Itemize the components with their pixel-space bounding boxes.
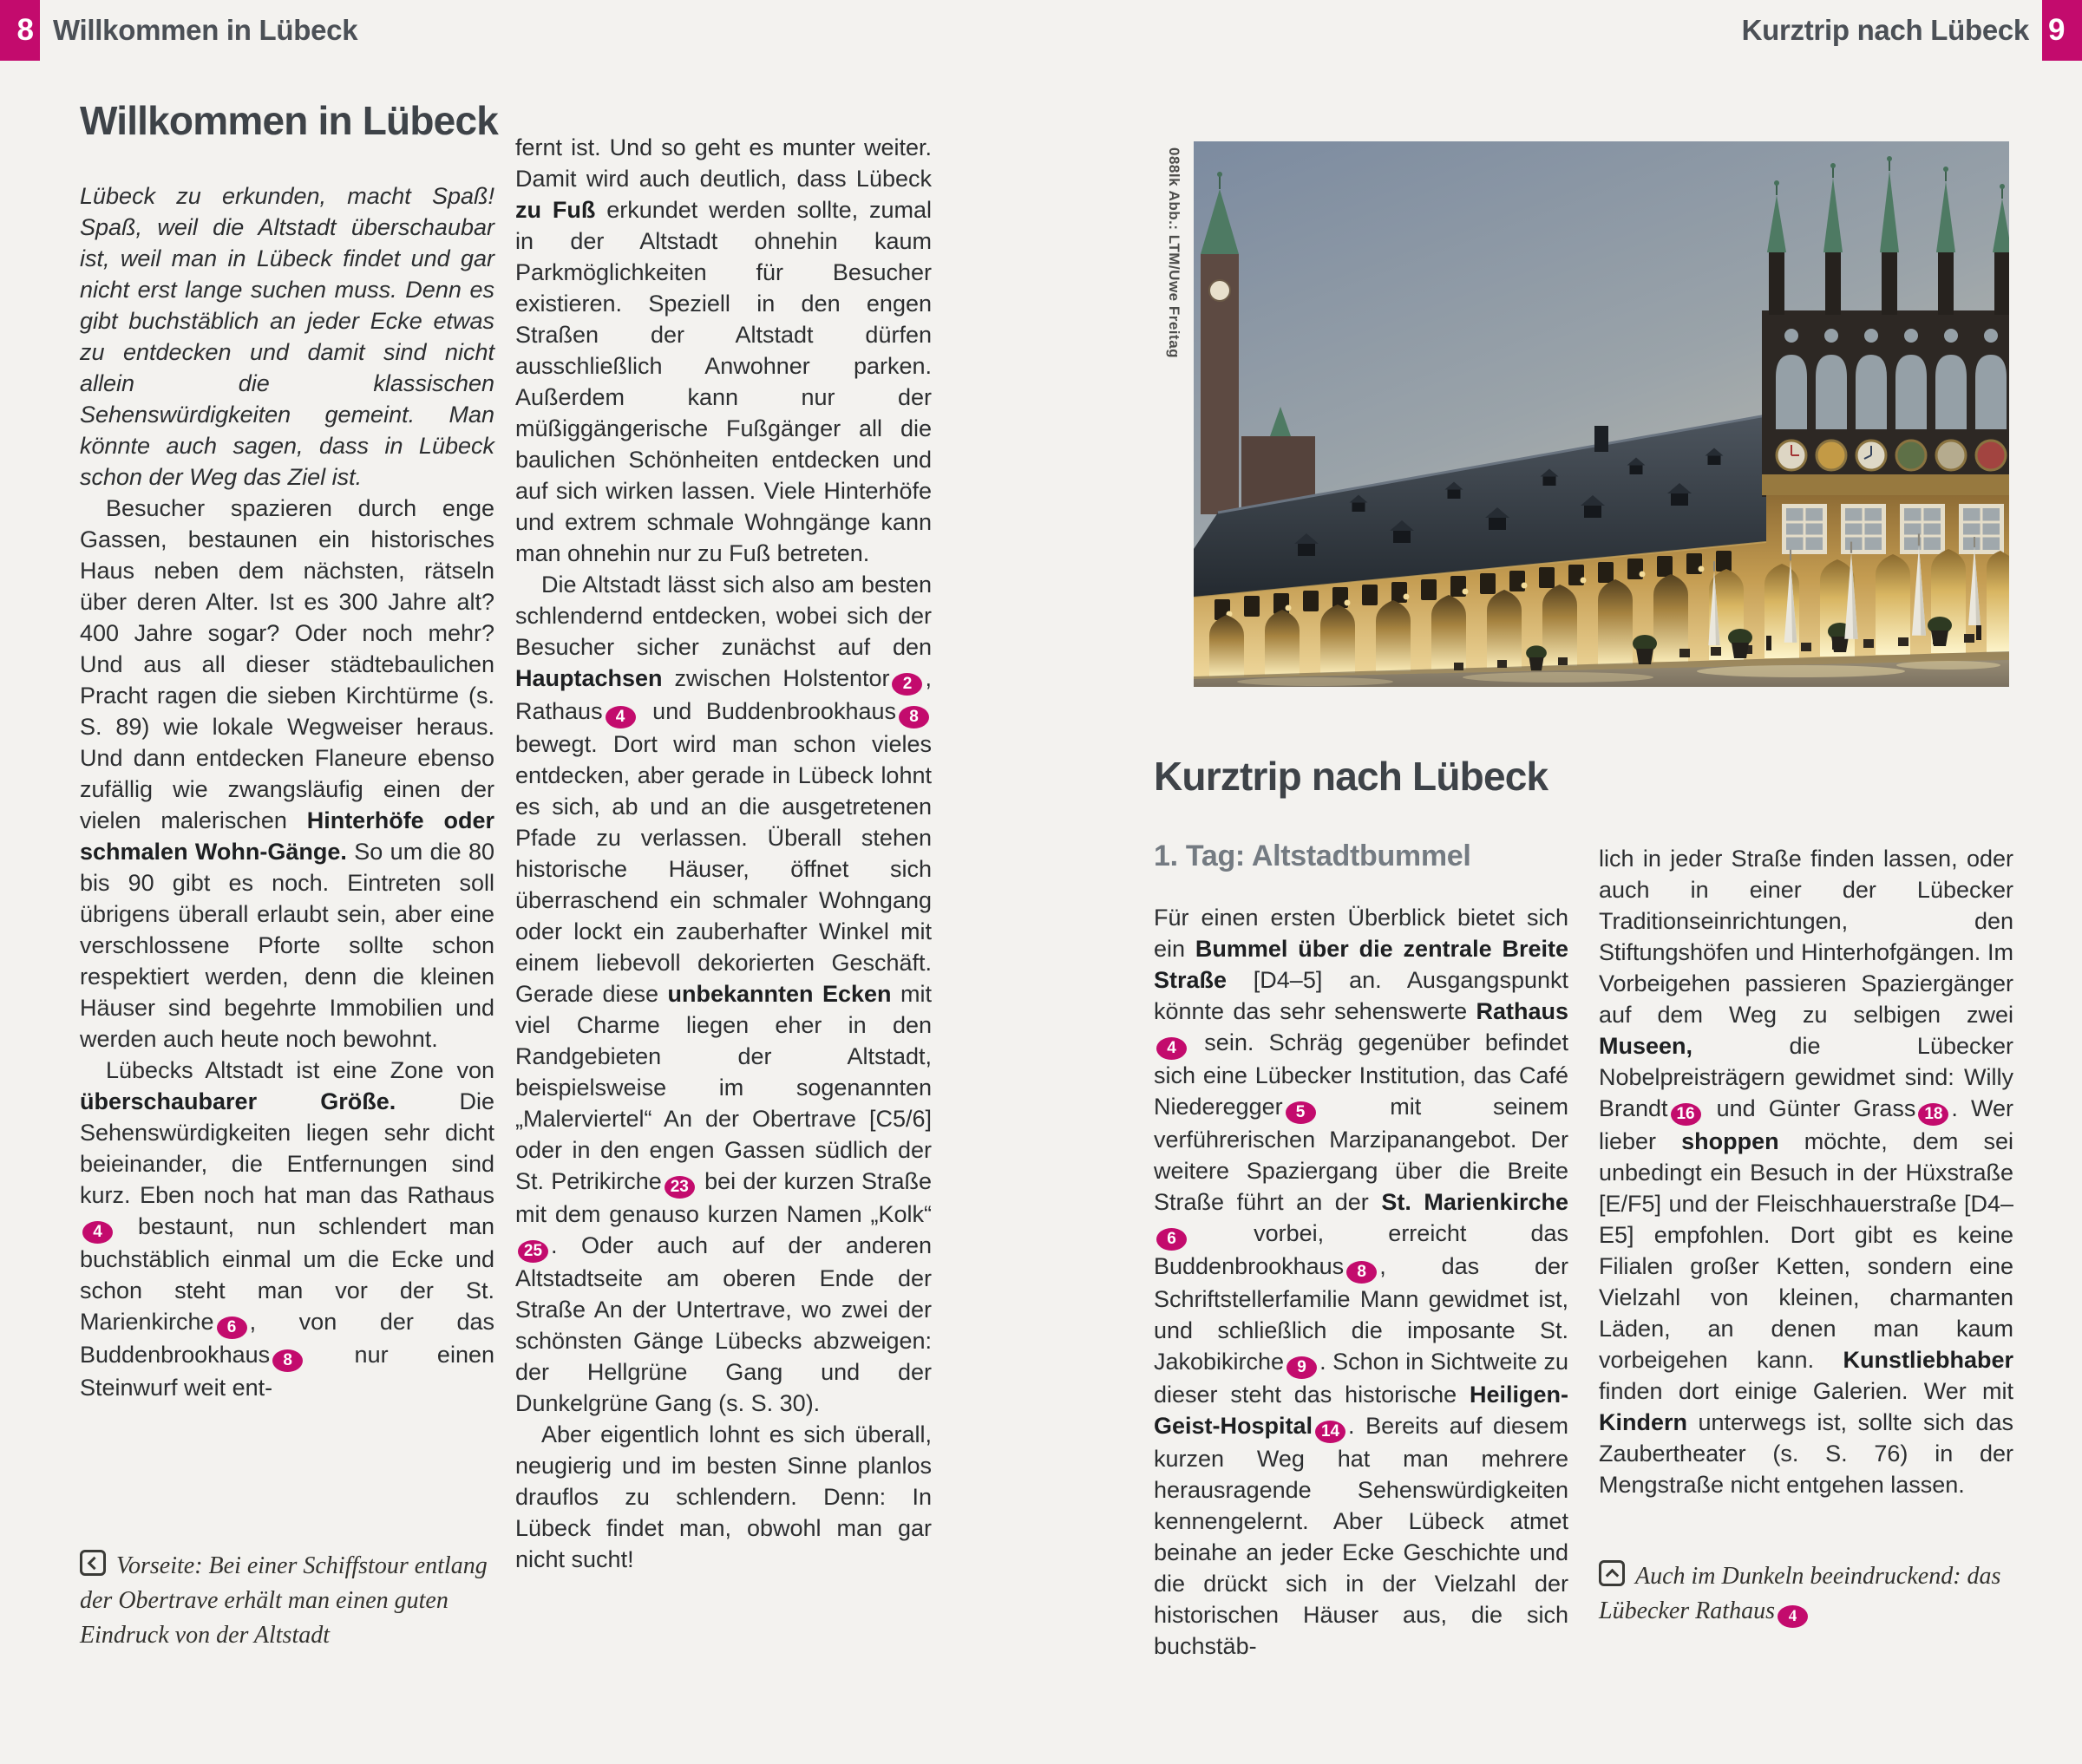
rathaus-photo: [1194, 141, 2009, 687]
running-title-right: Kurztrip nach Lübeck: [1741, 14, 2029, 46]
map-ref-badge: 23: [665, 1176, 695, 1199]
paragraph: Für einen ersten Überblick bietet sich ein Bummel über die zentrale Breite Straße [D4–5] an. Ausgangspunkt könnte das sehr sehenswerte Rathaus4 sein. Schräg gegenüber befindet sich eine Lübecker Institution, das Café Niederegger 5 mit seinem verführerischen Marzipanangebot. Der weitere Spaziergang über die Breite Straße führt an der St. Marienkirche6 vorbei, erreicht das Buddenbrookhaus 8 , das der Schriftstellerfamilie Mann gewidmet ist, und schließlich die imposante St. Jakobikirche 9 . Schon in Sichtweite zu dieser steht das historische Heiligen-Geist-Hospital 14 . Bereits auf diesem kurzen Weg hat man mehrere herausragende Sehenswürdigkeiten kennengelernt. Aber Lübeck atmet beinahe an jeder Ecke Geschichte und die drückt sich in der Vielzahl der historischen Häuser aus, die sich buchstäb-: [1154, 905, 1568, 1659]
map-ref-badge: 8: [272, 1349, 303, 1372]
map-ref-badge: 4: [606, 706, 636, 728]
map-ref-badge: 4: [1156, 1037, 1187, 1060]
paragraph: lich in jeder Straße finden lassen, oder auch in einer der Lübecker Traditionseinrichtungen, den Stiftungshöfen und Hinterhofgängen. Im Vorbeigehen passieren Spaziergänger auf dem Weg zu selbigen zwei Museen, die Lübecker Nobelpreisträgern gewidmet sind: Willy Brandt 16 und Günter Grass 18 . Wer lieber shoppen möchte, dem sei unbedingt ein Besuch in der Hüxstraße [E/F5] und der Fleischhauerstraße [D4–E5] empfohlen. Dort gibt es keine Filialen großer Ketten, sondern eine Vielzahl von kleinen, charmanten Läden, an denen man kaum vorbeigehen kann. Kunstliebhaber finden dort einige Galerien. Wer mit Kindern unterwegs ist, sollte sich das Zaubertheater (s. S. 76) in der Mengstraße nicht entgehen lassen.: [1599, 846, 2013, 1498]
paragraph: Aber eigentlich lohnt es sich überall, neugierig und im besten Sinne planlos drauflos zu schlendern. Denn: In Lübeck findet man, obwohl man gar nicht sucht!: [515, 1421, 932, 1572]
map-ref-badge: 2: [892, 673, 922, 696]
paragraph: fernt ist. Und so geht es munter weiter. Damit wird auch deutlich, dass Lübeck zu Fuß erkundet werden sollte, zumal in der Altstadt ohnehin kaum Parkmöglichkeiten für Besucher existieren. Speziell in den engen Straßen der Altstadt dürfen ausschließlich Anwohner parken. Außerdem kann nur der müßiggängerische Fußgänger all die baulichen Schönheiten entdecken und auf sich wirken lassen. Viele Hinterhöfe und extrem schmale Wohngänge kann man ohnehin nur zu Fuß betreten.: [515, 134, 932, 566]
paragraph: Lübecks Altstadt ist eine Zone von überschaubarer Größe. Die Sehenswürdigkeiten liegen sehr dicht beieinander, die Entfernungen sind kurz. Eben noch hat man das Rathaus4 bestaunt, nun schlendert man buchstäblich einmal um die Ecke und schon steht man vor der St. Marienkirche 6 , von der das Buddenbrookhaus 8 nur einen Steinwurf weit ent-: [80, 1057, 494, 1401]
paragraph: Die Altstadt lässt sich also am besten schlendernd entdecken, wobei sich der Besucher sicher zunächst auf den Hauptachsen zwischen Holstentor 2 , Rathaus 4 und Buddenbrookhaus 8 bewegt. Dort wird man schon vieles entdecken, aber gerade in Lübeck lohnt es sich, ab und an die ausgetretenen Pfade zu verlassen. Überall stehen historische Häuser, öffnet sich überraschend ein schmaler Wohngang oder lockt ein zauberhafter Winkel mit einem liebevoll dekorierten Geschäft. Gerade diese unbekannten Ecken mit viel Charme liegen eher in den Randgebieten der Altstadt, beispielsweise im sogenannten „Malerviertel“ An der Obertrave [C5/6] oder in den engen Gassen südlich der St. Petrikirche 23 bei der kurzen Straße mit dem genauso kurzen Namen „Kolk“25 . Oder auch auf der anderen Altstadtseite am oberen Ende der Straße An der Untertrave, wo zwei der schönsten Gänge Lübecks abzweigen: der Hellgrüne Gang und der Dunkelgrüne Gang (s. S. 30).: [515, 572, 932, 1416]
map-ref-badge: 8: [1346, 1261, 1377, 1284]
map-ref-badge: 5: [1286, 1101, 1316, 1124]
chevron-up-icon: [1599, 1560, 1625, 1586]
map-ref-badge: 14: [1315, 1421, 1345, 1443]
caption-left: [80, 1549, 514, 1653]
map-ref-badge: 18: [1918, 1103, 1948, 1126]
map-ref-badge: 16: [1671, 1103, 1701, 1126]
chevron-left-icon: [80, 1550, 106, 1576]
running-head-right: [1729, 0, 2082, 61]
map-ref-badge: 4: [1778, 1605, 1808, 1628]
section-title: Kurztrip nach Lübeck: [1154, 754, 1548, 799]
paragraph: Besucher spazieren durch enge Gassen, bestaunen ein historisches Haus neben dem nächsten, rätseln über deren Alter. Ist es 300 Jahre alt? 400 Jahre sogar? Oder noch mehr? Und aus all dieser städtebaulichen Pracht ragen die sieben Kirchtürme (s. S. 89) wie lokale Wegweiser heraus. Und dann entdecken Flaneure ebenso zufällig wie zwangsläufig einen der vielen malerischen Hinterhöfe oder schmalen Wohn-Gänge. So um die 80 bis 90 gibt es noch. Eintreten soll übrigens überall erlaubt sein, aber eine verschlossene Pforte sollte schon respektiert werden, denn die kleinen Häuser sind begehrte Immobilien und werden auch heute noch bewohnt.: [80, 495, 495, 1052]
right-page-column-2: [1599, 843, 2013, 1500]
running-title-left: Willkommen in Lübeck: [53, 14, 358, 46]
photo-credit: 088lk Abb.: LTM/Uwe Freitag: [1166, 147, 1182, 359]
paragraph: Lübeck zu erkunden, macht Spaß! Spaß, weil die Altstadt überschaubar ist, weil man in Lübeck findet und gar nicht erst lange suchen muss. Denn es gibt buchstäblich an jeder Ecke etwas zu entdecken und damit sind nicht allein die klassischen Sehenswürdigkeiten gemeint. Man könnte auch sagen, dass in Lübeck schon der Weg das Ziel ist.: [80, 183, 494, 490]
right-page-column-1: [1154, 902, 1568, 1662]
map-ref-badge: 9: [1287, 1356, 1317, 1379]
caption-right: [1599, 1559, 2024, 1629]
caption-right-text: Auch im Dunkeln beeindruckend: das Lübecker Rathaus 4: [1599, 1563, 2000, 1624]
left-page-column-2: [515, 132, 932, 1575]
running-head-left: [0, 0, 370, 61]
day-heading: 1. Tag: Altstadtbummel: [1154, 840, 1471, 872]
rathaus-photo-illustration: [1194, 141, 2009, 687]
page-number-right: 9: [2042, 0, 2082, 61]
left-page-column-1: [80, 180, 494, 1403]
map-ref-badge: 25: [518, 1240, 548, 1263]
page-title: Willkommen in Lübeck: [80, 98, 499, 143]
page-number-left: 8: [0, 0, 40, 61]
map-ref-badge: 4: [82, 1221, 113, 1244]
map-ref-badge: 6: [1156, 1228, 1187, 1251]
map-ref-badge: 6: [217, 1316, 247, 1339]
caption-left-text: Vorseite: Bei einer Schiffstour entlang der Obertrave erhält man einen guten Eindruck von der Altstadt: [80, 1552, 488, 1649]
map-ref-badge: 8: [899, 706, 929, 728]
